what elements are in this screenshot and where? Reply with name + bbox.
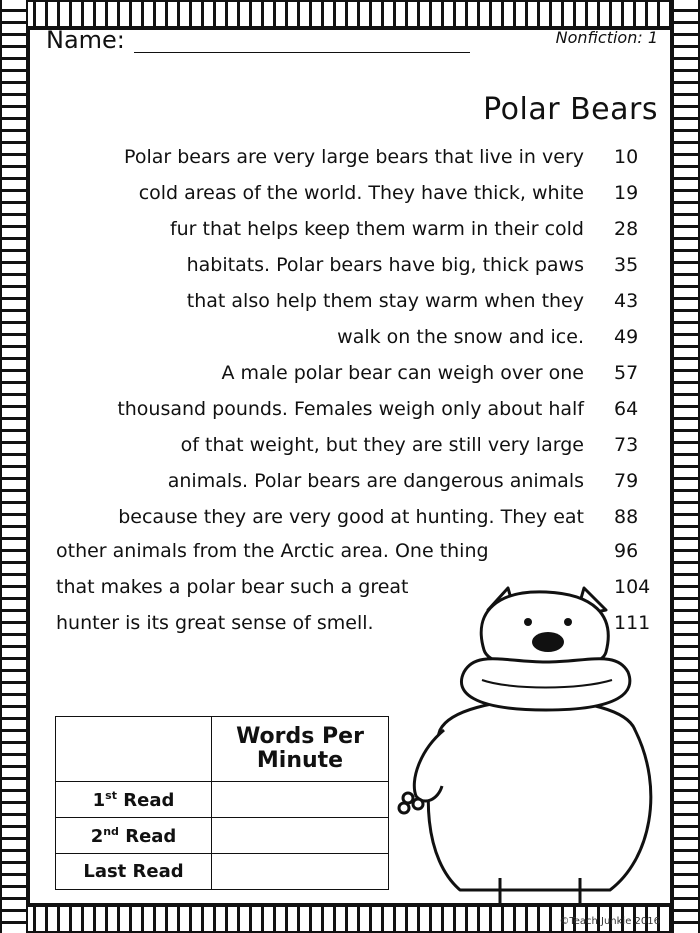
passage-line: Polar bears are very large bears that live in very: [124, 146, 584, 168]
passage-line: that also help them stay warm when they: [186, 290, 584, 312]
word-count: 49: [614, 326, 639, 348]
border-top: [0, 0, 700, 28]
row-label-second-read: 2nd Read: [56, 818, 212, 854]
wpm-input-last-read[interactable]: [212, 854, 389, 890]
word-count: 96: [614, 540, 639, 562]
nonfiction-tag: Nonfiction: 1: [555, 28, 658, 47]
bear-left-arm: [414, 730, 444, 801]
passage-line: cold areas of the world. They have thick, white: [138, 182, 584, 204]
passage-line: animals. Polar bears are dangerous animals: [167, 470, 584, 492]
word-count: 73: [614, 434, 639, 456]
word-count: 10: [614, 146, 639, 168]
words-per-minute-table: [55, 716, 389, 890]
word-count: 35: [614, 254, 639, 276]
passage-line: fur that helps keep them warm in their cold: [169, 218, 584, 240]
word-count: 28: [614, 218, 639, 240]
passage-line: thousand pounds. Females weigh only about half: [117, 398, 584, 420]
passage-line: A male polar bear can weigh over one: [221, 362, 584, 384]
passage-line: that makes a polar bear such a great: [56, 576, 409, 598]
wpm-input-first-read[interactable]: [212, 782, 389, 818]
word-count: 64: [614, 398, 639, 420]
passage-line: walk on the snow and ice.: [337, 326, 584, 348]
bear-right-eye: [564, 618, 572, 626]
name-field[interactable]: [134, 52, 470, 53]
bear-nose: [532, 632, 564, 652]
name-label: Name:: [46, 26, 125, 54]
bear-paw-bead: [399, 803, 409, 813]
passage-line: of that weight, but they are still very large: [180, 434, 584, 456]
table-corner-cell: [56, 717, 212, 782]
page-title: Polar Bears: [483, 92, 658, 127]
bear-paw-bead: [413, 799, 423, 809]
bear-body: [428, 700, 651, 890]
bear-scarf: [461, 659, 629, 710]
border-left: [0, 0, 28, 933]
passage-line: hunter is its great sense of smell.: [56, 612, 374, 634]
polar-bear-illustration: [380, 580, 680, 905]
wpm-column-header: Words Per Minute: [212, 717, 389, 782]
passage-line: because they are very good at hunting. They eat: [118, 506, 584, 528]
word-count: 88: [614, 506, 639, 528]
passage-line: habitats. Polar bears have big, thick paws: [186, 254, 584, 276]
bear-paw-bead: [403, 793, 413, 803]
wpm-input-second-read[interactable]: [212, 818, 389, 854]
copyright-text: ©Teach Junkie 2016: [559, 916, 660, 927]
word-count: 79: [614, 470, 639, 492]
word-count: 43: [614, 290, 639, 312]
passage-line: other animals from the Arctic area. One thing: [56, 540, 489, 562]
row-label-first-read: 1st Read: [56, 782, 212, 818]
word-count: 111: [614, 612, 651, 634]
bear-left-eye: [524, 618, 532, 626]
word-count: 104: [614, 576, 651, 598]
row-label-last-read: Last Read: [56, 854, 212, 890]
word-count: 19: [614, 182, 639, 204]
word-count: 57: [614, 362, 639, 384]
